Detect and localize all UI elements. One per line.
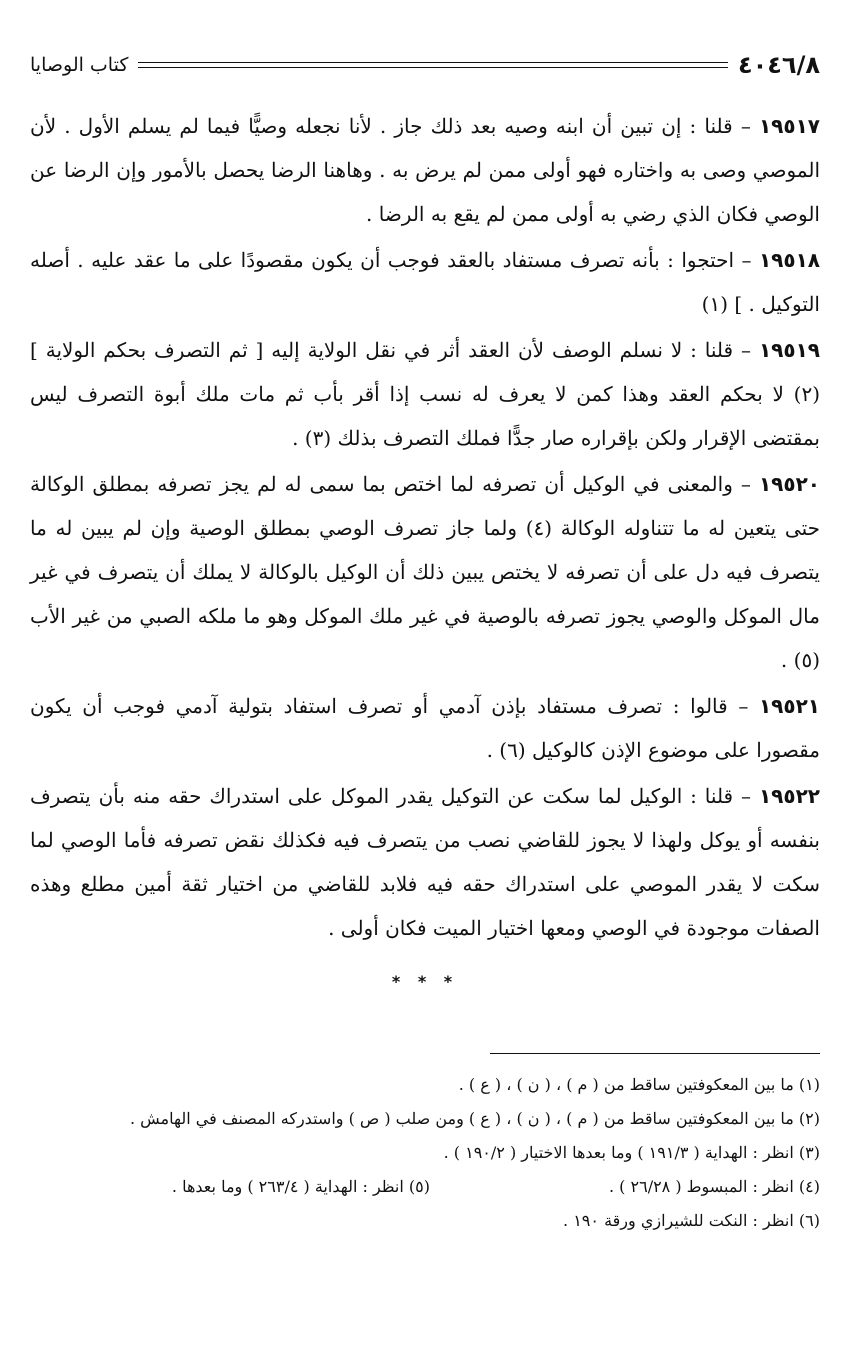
footnote-6: (٦) انظر : النكت للشيرازي ورقة ١٩٠ . [563,1211,820,1230]
footnote-5: (٥) انظر : الهداية ( ٢٦٣/٤ ) وما بعدها . [171,1177,430,1196]
paragraph-text: – احتجوا : بأنه تصرف مستفاد بالعقد فوجب أن يكون مقصودًا على ما عقد عليه . أصله التوكيل . ] (١) [30,248,820,316]
paragraph-19518 [30,238,820,326]
paragraph-text: – قلنا : الوكيل لما سكت عن التوكيل يقدر الموكل على استدراك حقه منه بأن يتصرف بنفسه أو يوكل ولهذا لا يجوز للقاضي نصب من يتصرف فيه فكذلك نقض تصرفه فأما الوصي لما سكت لا يقدر الموصي على استدراك حقه فيه فلابد للقاضي من اختيار ثقة أمين مطلع وهذه الصفات موجودة في الوصي ومعها اختيار الميت فكان أولى . [30,784,820,940]
running-header [30,48,820,82]
paragraph-number: ١٩٥٢٢ [758,784,820,808]
paragraph-19517 [30,104,820,236]
paragraph-text: – قالوا : تصرف مستفاد بإذن آدمي أو تصرف استفاد بتولية آدمي فوجب أن يكون مقصورا على موضوع الإذن كالوكيل (٦) . [30,694,820,762]
footnotes [30,1068,820,1238]
footnote-row-4-5 [30,1170,820,1204]
footnote-2: (٢) ما بين المعكوفتين ساقط من ( م ) ، ( ن ) ، ( ع ) ومن صلب ( ص ) واستدركه المصنف في الهامش . [129,1109,820,1128]
header-double-rule [138,62,728,68]
footnote-rule [490,1053,820,1054]
section-separator: * * * [391,972,459,991]
paragraph-number: ١٩٥٢١ [758,694,820,718]
paragraph-number: ١٩٥١٩ [758,338,820,362]
main-text [30,104,820,950]
paragraph-number: ١٩٥٢٠ [758,472,820,496]
footnote-1: (١) ما بين المعكوفتين ساقط من ( م ) ، ( ن ) ، ( ع ) . [458,1075,820,1094]
book-title: كتاب الوصايا [30,54,129,76]
paragraph-19520 [30,462,820,682]
paragraph-number: ١٩٥١٨ [758,248,820,272]
footnote-4: (٤) انظر : المبسوط ( ٢٦/٢٨ ) . [609,1177,820,1196]
paragraph-text: – قلنا : لا نسلم الوصف لأن العقد أثر في نقل الولاية إليه [ ثم التصرف بحكم الولاية ] (٢) لا بحكم العقد وهذا كمن لا يعرف له نسب إذا أقر بأب ثم مات ملك أبوة التصرف ليس بمقتضى الإقرار ولكن بإقراره صار جدًّا فملك التصرف بذلك (٣) . [30,338,820,450]
paragraph-19521 [30,684,820,772]
paragraph-text: – والمعنى في الوكيل أن تصرفه لما اختص بما سمى له لم يجز تصرفه بمطلق الوكالة حتى يتعين له ما تتناوله الوكالة (٤) ولما جاز تصرف الوصي بمطلق الوصية وإن لم يبين له ما يتصرف فيه دل على أن تصرفه لا يختص يبين ذلك أن الوكيل بالوكالة لا يملك أن يتصرف في غير مال الموكل والوصي يجوز تصرفه بالوصية في غير ملك الموكل وهو ما ملكه الصبي من غير الأب (٥) . [30,472,820,672]
paragraph-19522 [30,774,820,950]
paragraph-number: ١٩٥١٧ [758,114,820,138]
paragraph-19519 [30,328,820,460]
footnote-3: (٣) انظر : الهداية ( ١٩١/٣ ) وما بعدها الاختيار ( ١٩٠/٢ ) . [443,1143,820,1162]
page-number: ٤٠٤٦/٨ [737,51,820,79]
paragraph-text: – قلنا : إن تبين أن ابنه وصيه بعد ذلك جاز . لأنا نجعله وصيًّا فيما لم يسلم الأول . لأن الموصي وصى به واختاره فهو أولى ممن لم يرض به . وهاهنا الرضا يحصل بالأمور وإن الرضا عن الوصي فكان الذي رضي به أولى ممن لم يقع به الرضا . [30,114,820,226]
book-page [30,48,820,1238]
